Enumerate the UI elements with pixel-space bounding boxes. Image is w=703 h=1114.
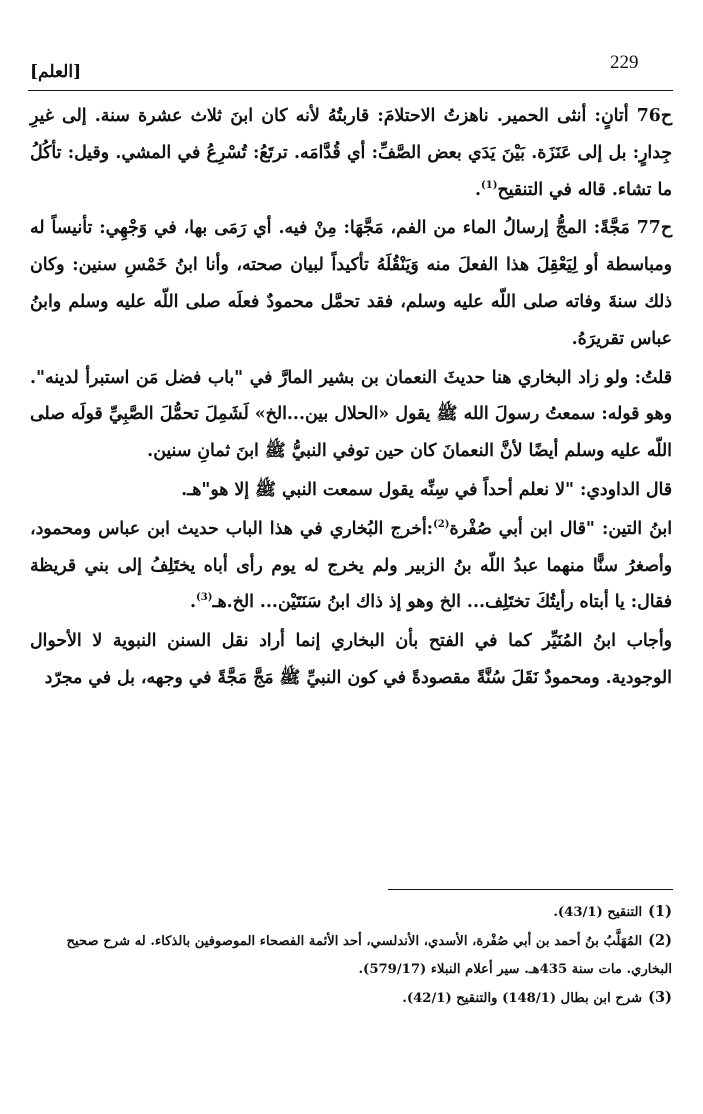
paragraph-qultu: قلتُ: ولو زاد البخاري هنا حديثَ النعمان بن بشير المارَّ في "باب فضل مَن استبرأ لدينه". وهو قوله: سمعتُ رسولَ الله ﷺ يقول «الحلال بين...الخ» لَشَمِلَ تحمُّلَ الصَّبِيِّ قولَه صلى اللّه عليه وسلم أيضًا لأنَّ النعمانَ كان حين توفي النبيُّ ﷺ ابنَ ثمانِ سنين.	[30, 367, 672, 462]
footnote-item: (2)المُهَلَّبُ بنُ أحمد بن أبي صُفْرة، الأسدي، الأندلسي، أحد الأئمة الفصحاء الموصوفين بالذكاء. له شرح صحيح البخاري. مات سنة 435هـ. سير أعلام النبلاء (579/17).	[66, 932, 672, 977]
footnote-ref: (1)	[481, 179, 498, 191]
main-text	[30, 98, 672, 699]
header-rule	[28, 90, 673, 91]
footnote-number: (3)	[648, 989, 672, 1006]
footnote-ref: (2)	[433, 519, 450, 530]
running-head: [العلم]	[30, 62, 82, 82]
paragraph-hadith-77: ح77 مَجَّةً: المجُّ إرسالُ الماء من الفم، مَجَّهَا: مِنْ فيه. أي رَمَى بها، في وَجْهِي: تأنيساً له ومباسطة أو لِيَعْقِلَ هذا الفعلَ منه وَيَنْقُلَهُ تأكيداً لبيان صحته، وأنا ابنُ خَمْسِ سنين: وكان ذلك سنةَ وفاته صلى اللّه عليه وسلم، فقد تحمَّل محمودٌ فعلَه صلى اللّه عليه وسلم وابنُ عباس تقريرَهُ.	[30, 218, 672, 349]
footnotes	[30, 898, 672, 1013]
page-number: 229	[610, 52, 639, 73]
footnote-rule	[388, 889, 673, 890]
footnote-ref: (3)	[196, 592, 213, 604]
footnote-item: (3)شرح ابن بطال (148/1) والتنقيح (42/1).	[402, 989, 672, 1006]
paragraph-ibn-at-tin: ابنُ التين: "قال ابن أبي صُفْرة$^{(2)}$:أخرج البُخاري في هذا الباب حديث ابن عباس ومحمود، وأصغرُ سنًّا منهما عبدُ اللّه بنُ الزبير ولم يخرج له يوم رأى أباه يختَلِفُ إلى بني قريظة فقال: يا أبتاه رأيتُكَ تختَلِف... الخ وهو إذ ذاك ابنُ سَنَتَيْن... الخ.هـ$^{(3)}$.	[30, 518, 673, 613]
paragraph-hadith-76: ح76 أتانٍ: أنثى الحمير. ناهزتُ الاحتلامَ: قاربتُهُ لأنه كان ابنَ ثلاث عشرة سنة. إلى غيرِ جِدارٍ: بل إلى عَنَزَة. بَيْنَ يَدَي بعض الصَّفِّ: أي قُدَّامَه. ترتَعُ: تُسْرِعُ في المشي. وقيل: تأكُلُ ما تشاء. قاله في التنقيح$^{(1)}$.	[30, 106, 672, 200]
paragraph-dawudi: قال الداودي: "لا نعلم أحداً في سِنِّه يقول سمعت النبي ﷺ إلا هو"هـ.	[181, 479, 672, 500]
footnote-number: (2)	[648, 932, 672, 949]
paragraph-ibn-al-munayyir: وأجاب ابنُ المُنَيِّر كما في الفتح بأن البخاري إنما أراد نقل السنن النبوية لا الأحوال الوجودية. ومحمودٌ نَقَلَ سُنَّةً مقصودةً في كون النبيِّ ﷺ مَجَّ مَجَّةً في وجهه، بل في مجرّد	[30, 631, 672, 688]
footnote-item: (1)التنقيح (43/1).	[553, 903, 672, 920]
footnote-number: (1)	[648, 903, 672, 920]
